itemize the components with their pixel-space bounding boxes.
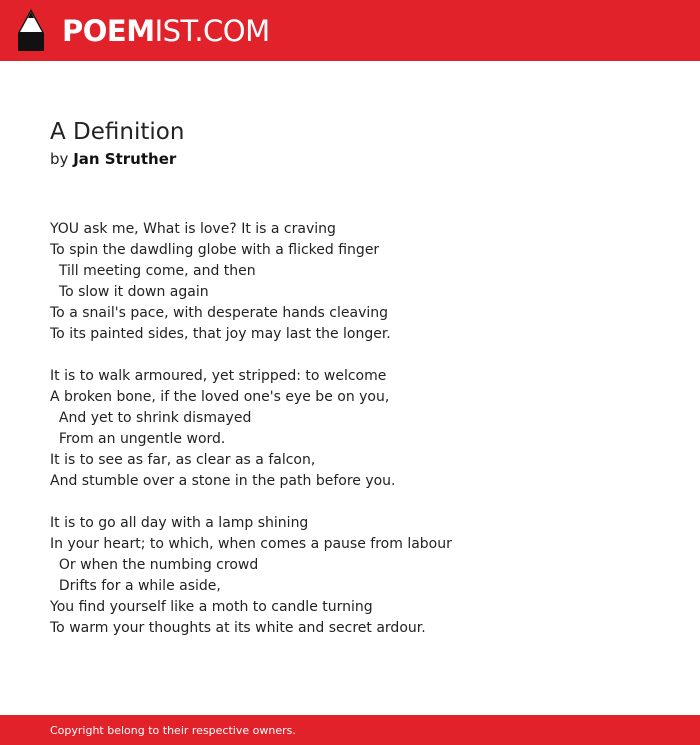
poem-line: Till meeting come, and then — [50, 263, 256, 279]
poem-line: To spin the dawdling globe with a flicked finger — [50, 242, 380, 258]
stanza — [50, 513, 670, 639]
byline-prefix: by — [50, 150, 69, 168]
poem-title: A Definition — [50, 119, 185, 145]
site-logo-link[interactable] — [62, 12, 270, 50]
poem-line: Drifts for a while aside, — [50, 578, 221, 594]
poem-line: It is to see as far, as clear as a falcon, — [50, 452, 316, 468]
poem-body — [50, 219, 670, 660]
poem-line: A broken bone, if the loved one's eye be on you, — [50, 389, 390, 405]
poem-line: Or when the numbing crowd — [50, 557, 259, 573]
poem-line: To slow it down again — [50, 284, 209, 300]
poem-line: It is to walk armoured, yet stripped: to welcome — [50, 368, 387, 384]
pencil-tip-icon[interactable] — [18, 9, 44, 51]
poem-line: It is to go all day with a lamp shining — [50, 515, 309, 531]
poem-line: You find yourself like a moth to candle turning — [50, 599, 373, 615]
poem-line: And stumble over a stone in the path before you. — [50, 473, 396, 489]
brand-name-light: IST.COM — [154, 14, 270, 48]
author-name[interactable]: Jan Struther — [73, 150, 177, 168]
brand-name-bold: POEM — [62, 14, 155, 48]
poem-line: And yet to shrink dismayed — [50, 410, 252, 426]
poem-line: From an ungentle word. — [50, 431, 226, 447]
poem-line: To a snail's pace, with desperate hands cleaving — [50, 305, 389, 321]
byline — [50, 149, 176, 169]
stanza — [50, 366, 670, 492]
copyright-text: Copyright belong to their respective owners. — [50, 724, 296, 737]
stanza — [50, 219, 670, 345]
site-header — [0, 0, 700, 61]
poem-line: To warm your thoughts at its white and secret ardour. — [50, 620, 426, 636]
poem-line: To its painted sides, that joy may last the longer. — [50, 326, 391, 342]
poem-line: YOU ask me, What is love? It is a craving — [50, 221, 336, 237]
site-footer — [0, 715, 700, 745]
poem-line: In your heart; to which, when comes a pause from labour — [50, 536, 452, 552]
